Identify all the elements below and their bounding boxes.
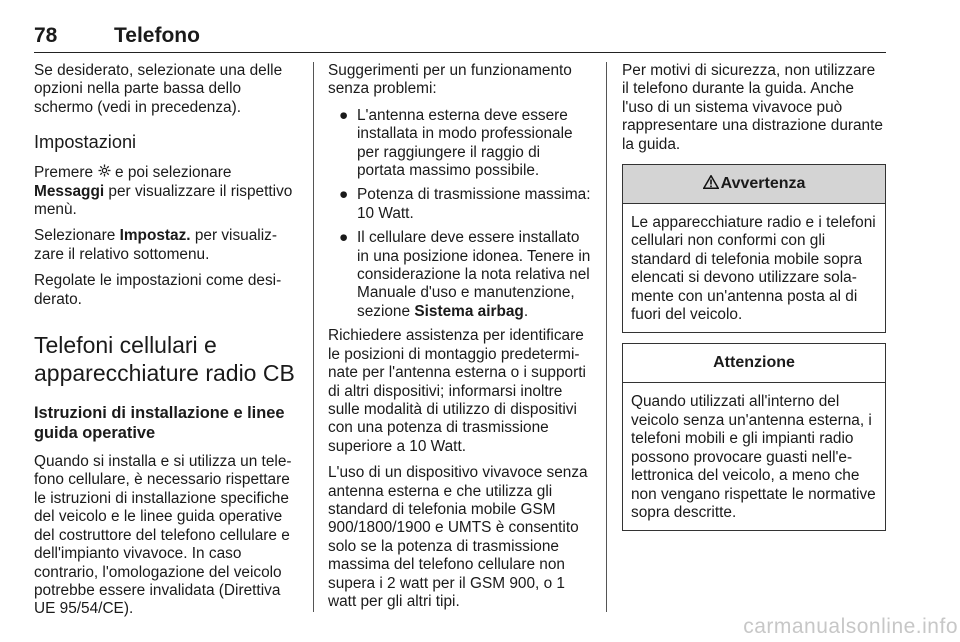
settings-icon [97, 163, 111, 181]
warning-box [622, 164, 886, 333]
assistance-text: Richiedere assistenza per identificare le posizioni di montaggio predeterminate per l'antenna esterna o i supporti di altri dispositivi; informarsi inoltre sulle modalità di utilizzo di dispositivi con una potenza di trasmissione superiore a 10 Watt. [328, 327, 586, 455]
bullet-icon: ● [339, 229, 349, 247]
list-item: ● Il cellulare deve essere installato in una posizione idonea. Tenere in considerazione la nota relativa nel Manuale d'uso e manutenzione, sezione Sistema airbag. [339, 229, 591, 320]
tips-intro: Suggerimenti per un funzionamento senza problemi: [328, 62, 572, 98]
list-item: ● Potenza di trasmissione massima: 10 Watt. [339, 186, 591, 222]
bullet-icon: ● [339, 106, 349, 124]
section-heading: Telefoni cellulari e apparecchiature radio CB [34, 332, 295, 387]
handsfree-text: L'uso di un dispositivo vivavoce senza antenna esterna e che utilizza gli standard di telefonia mobile GSM 900/1800/1900 e UMTS è consentito solo se la potenza di trasmissione massima del telefono cellulare non supera i 2 watt per il GSM 900, o 1 watt per gli altri tipi. [328, 464, 588, 610]
column-divider-2 [606, 62, 607, 612]
tips-list [328, 107, 592, 321]
messaggi-label: Messaggi [34, 182, 105, 200]
page-title: Telefono [114, 24, 200, 47]
list-item: ● L'antenna esterna deve essere installata in modo professionale per raggiungere il raggio di portata massimo possibile. [339, 106, 573, 180]
page-number: 78 [34, 24, 58, 47]
warning-triangle-icon [703, 165, 719, 203]
page-header [34, 22, 886, 53]
watermark: carmanualsonline.info [743, 615, 958, 638]
settings-heading: Impostazioni [34, 132, 137, 153]
bullet-icon: ● [339, 186, 349, 204]
airbag-link-text: Sistema airbag [414, 302, 524, 320]
warning-title: Avvertenza [720, 175, 806, 193]
install-text: Quando si installa e si utilizza un telefono cellulare, è necessario rispettare le istruzioni di installazione specifiche del veicolo e le linee guida operative del costruttore del telefono cellulare e dell'impianto vivavoce. In caso contrario, l'omologazione del veicolo potrebbe essere invalidata (Direttiva UE 95/54/CE). [34, 453, 292, 618]
caution-title: Attenzione [623, 344, 885, 383]
column-left [34, 62, 300, 627]
caution-box [622, 343, 886, 531]
subsection-heading: Istruzioni di installazione e linee guida operative [34, 404, 285, 443]
safety-text: Per motivi di sicurezza, non utilizzare il telefono durante la guida. Anche l'uso di un sistema vivavoce può rappresentare una distrazione durante la guida. [622, 62, 883, 153]
adjust-instruction: Regolate le impostazioni come desiderato. [34, 272, 282, 308]
select-instruction: Selezionare Impostaz. per visualizzare il relativo sottomenu. [34, 227, 277, 263]
warning-body: Le apparecchiature radio e i telefoni cellulari non conformi con gli standard di telefonia mobile sopra elencati si devono utilizzare solamente con un'antenna posta al di fuori del veicolo. [631, 214, 876, 324]
column-middle [328, 62, 592, 619]
column-divider-1 [313, 62, 314, 612]
caution-body: Quando utilizzati all'interno del veicolo senza un'antenna esterna, i telefoni mobili e gli impianti radio possono provocare guasti nell'elettronica del veicolo, a meno che non vengano rispettate le normative sopra descritte. [631, 393, 876, 521]
press-instruction: Premere e poi selezionare Messaggi per visualizzare il rispettivo menù. [34, 164, 293, 219]
intro-text: Se desiderato, selezionate una delle opzioni nella parte bassa dello schermo (vedi in precedenza). [34, 62, 283, 116]
column-right [622, 62, 886, 531]
warning-header [623, 165, 885, 204]
impostaz-label: Impostaz. [119, 227, 191, 245]
